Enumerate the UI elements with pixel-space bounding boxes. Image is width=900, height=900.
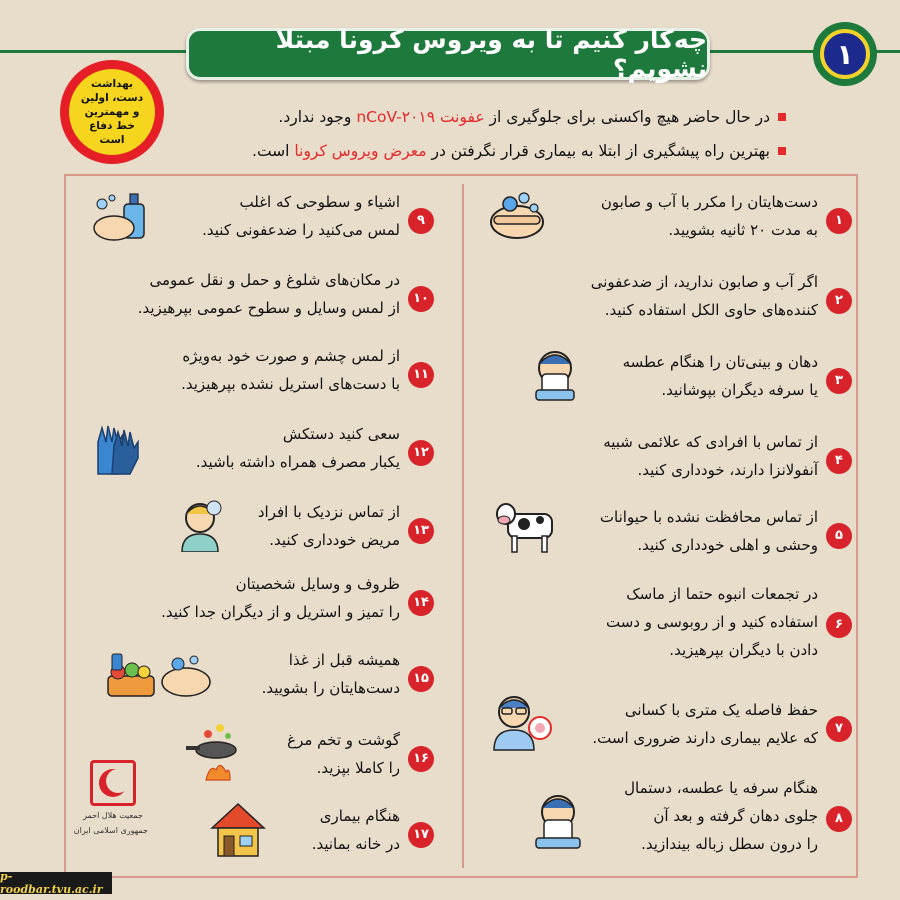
- tip-number: ۵: [826, 523, 852, 549]
- title-bar: [186, 25, 710, 83]
- tip-line: اشیاء و سطوحی که اغلب: [239, 193, 400, 211]
- sanitizer-icon: [90, 190, 152, 248]
- tip-line: از تماس با افرادی که علائمی شبیه: [603, 433, 818, 451]
- tip-line: دست‌هایتان را بشویید.: [261, 679, 400, 697]
- tip-7: [542, 696, 843, 756]
- tip-number: ۲: [826, 288, 852, 314]
- tip-line: را تمیز و استریل و از دیگران جدا کنید.: [161, 603, 400, 621]
- tip-line: همیشه قبل از غذا: [288, 651, 400, 669]
- frying-pan-icon: [186, 720, 250, 784]
- cow-icon: [494, 496, 558, 556]
- tip-line: دهان و بینی‌تان را هنگام عطسه: [622, 353, 818, 371]
- tip-line: استفاده کنید و از روبوسی و دست: [606, 613, 818, 631]
- tip-number: ۷: [826, 716, 852, 742]
- tip-number: ۱۵: [408, 666, 434, 692]
- tip-14: [102, 570, 429, 630]
- intro-line-1: در حال حاضر هیچ واکسنی برای جلوگیری از عفونت nCoV-۲۰۱۹ وجود ندارد.: [146, 100, 786, 134]
- tip-number: ۱۱: [408, 362, 434, 388]
- footer-url[interactable]: p-roodbar.tvu.ac.ir: [0, 872, 112, 894]
- tip-line: در تجمعات انبوه حتما از ماسک: [626, 585, 818, 603]
- logo-line-1: جمعیت هلال احمر: [83, 811, 143, 820]
- tip-16: [102, 726, 429, 786]
- number-badge: [813, 22, 877, 86]
- tip-number: ۱۳: [408, 518, 434, 544]
- food-icon: [104, 650, 214, 702]
- hand-wash-icon: [486, 188, 548, 244]
- sneeze-icon: [530, 346, 580, 402]
- tip-number: ۱۶: [408, 746, 434, 772]
- tip-number: ۶: [826, 612, 852, 638]
- tip-number: ۹: [408, 208, 434, 234]
- tip-line: دادن با دیگران بپرهیزید.: [669, 641, 818, 659]
- tip-line: از تماس محافظت نشده با حیوانات: [599, 508, 818, 526]
- tip-line: از لمس چشم و صورت خود به‌ویژه: [182, 347, 400, 365]
- tip-number: ۱۴: [408, 590, 434, 616]
- tip-5: [542, 503, 843, 563]
- gloves-icon: [92, 420, 142, 476]
- tip-line: ظروف و وسایل شخصیتان: [235, 575, 400, 593]
- tip-line: آنفولانزا دارند، خودداری کنید.: [637, 461, 818, 479]
- intro-highlight-1: عفونت nCoV-۲۰۱۹: [356, 108, 485, 126]
- tip-12: [102, 420, 429, 480]
- tip-line: را درون سطل زباله بیندازید.: [641, 835, 818, 853]
- tip-line: هنگام سرفه یا عطسه، دستمال: [624, 779, 818, 797]
- tip-line: وحشی و اهلی خودداری کنید.: [637, 536, 818, 554]
- tip-line: یا سرفه دیگران بپوشانید.: [661, 381, 818, 399]
- page-title: چه‌کار کنیم تا به ویروس کرونا مبتلا نشویم؟: [275, 25, 707, 83]
- house-icon: [208, 800, 268, 860]
- tip-line: هنگام بیماری: [319, 807, 400, 825]
- tip-line: را کاملا بپزید.: [316, 759, 400, 777]
- tip-10: [102, 266, 429, 326]
- tip-line: اگر آب و صابون ندارید، از ضدعفونی: [590, 273, 818, 291]
- tip-number: ۱: [826, 208, 852, 234]
- tip-line: از تماس نزدیک با افراد: [257, 503, 400, 521]
- tip-number: ۸: [826, 806, 852, 832]
- tip-line: گوشت و تخم مرغ: [287, 731, 400, 749]
- tip-4: [542, 428, 843, 488]
- tip-number: ۱۰: [408, 286, 434, 312]
- sneeze-icon: [532, 790, 584, 852]
- tip-line: یکبار مصرف همراه داشته باشید.: [195, 453, 400, 471]
- mask-person-icon: [488, 690, 554, 752]
- tip-6: [542, 580, 843, 670]
- tip-line: از لمس وسایل و سطوح عمومی بپرهیزید.: [137, 299, 400, 317]
- tip-line: مریض خودداری کنید.: [269, 531, 400, 549]
- logo-line-2: جمهوری اسلامی ایران: [73, 826, 148, 835]
- sick-person-icon: [178, 498, 224, 552]
- tip-11: [102, 342, 429, 402]
- intro-text: [146, 100, 786, 168]
- tip-1: [542, 188, 843, 248]
- tip-line: لمس می‌کنید را ضدعفونی کنید.: [202, 221, 400, 239]
- tip-number: ۳: [826, 368, 852, 394]
- tip-number: ۱۲: [408, 440, 434, 466]
- tip-line: در خانه بمانید.: [311, 835, 400, 853]
- tip-line: در مکان‌های شلوغ و حمل و نقل عمومی: [149, 271, 400, 289]
- tip-8: [542, 774, 843, 864]
- tip-line: سعی کنید دستکش: [282, 425, 400, 443]
- intro-highlight-2: معرض ویروس کرونا: [294, 142, 427, 160]
- tip-line: با دست‌های استریل نشده بپرهیزید.: [181, 375, 400, 393]
- tip-line: دست‌هایتان را مکرر با آب و صابون: [600, 193, 818, 211]
- tip-line: به مدت ۲۰ ثانیه بشویید.: [668, 221, 818, 239]
- number-badge-value: ۱: [820, 29, 870, 79]
- red-crescent-logo: [73, 760, 148, 840]
- red-crescent-icon: [93, 763, 133, 803]
- seal-text: بهداشت دست، اولین و مهمترین خط دفاع است: [80, 78, 144, 146]
- intro-line-2: بهترین راه پیشگیری از ابتلا به بیماری قرار نگرفتن در معرض ویروس کرونا است.: [146, 134, 786, 168]
- tip-13: [102, 498, 429, 558]
- column-divider: [462, 184, 464, 868]
- tip-3: [542, 348, 843, 408]
- tip-number: ۱۷: [408, 822, 434, 848]
- tip-line: که علایم بیماری دارند ضروری است.: [592, 729, 818, 747]
- tip-number: ۴: [826, 448, 852, 474]
- tip-line: جلوی دهان گرفته و بعد آن: [653, 807, 818, 825]
- tip-2: [542, 268, 843, 328]
- tip-line: حفظ فاصله یک متری با کسانی: [624, 701, 818, 719]
- tip-line: کننده‌های حاوی الکل استفاده کنید.: [604, 301, 818, 319]
